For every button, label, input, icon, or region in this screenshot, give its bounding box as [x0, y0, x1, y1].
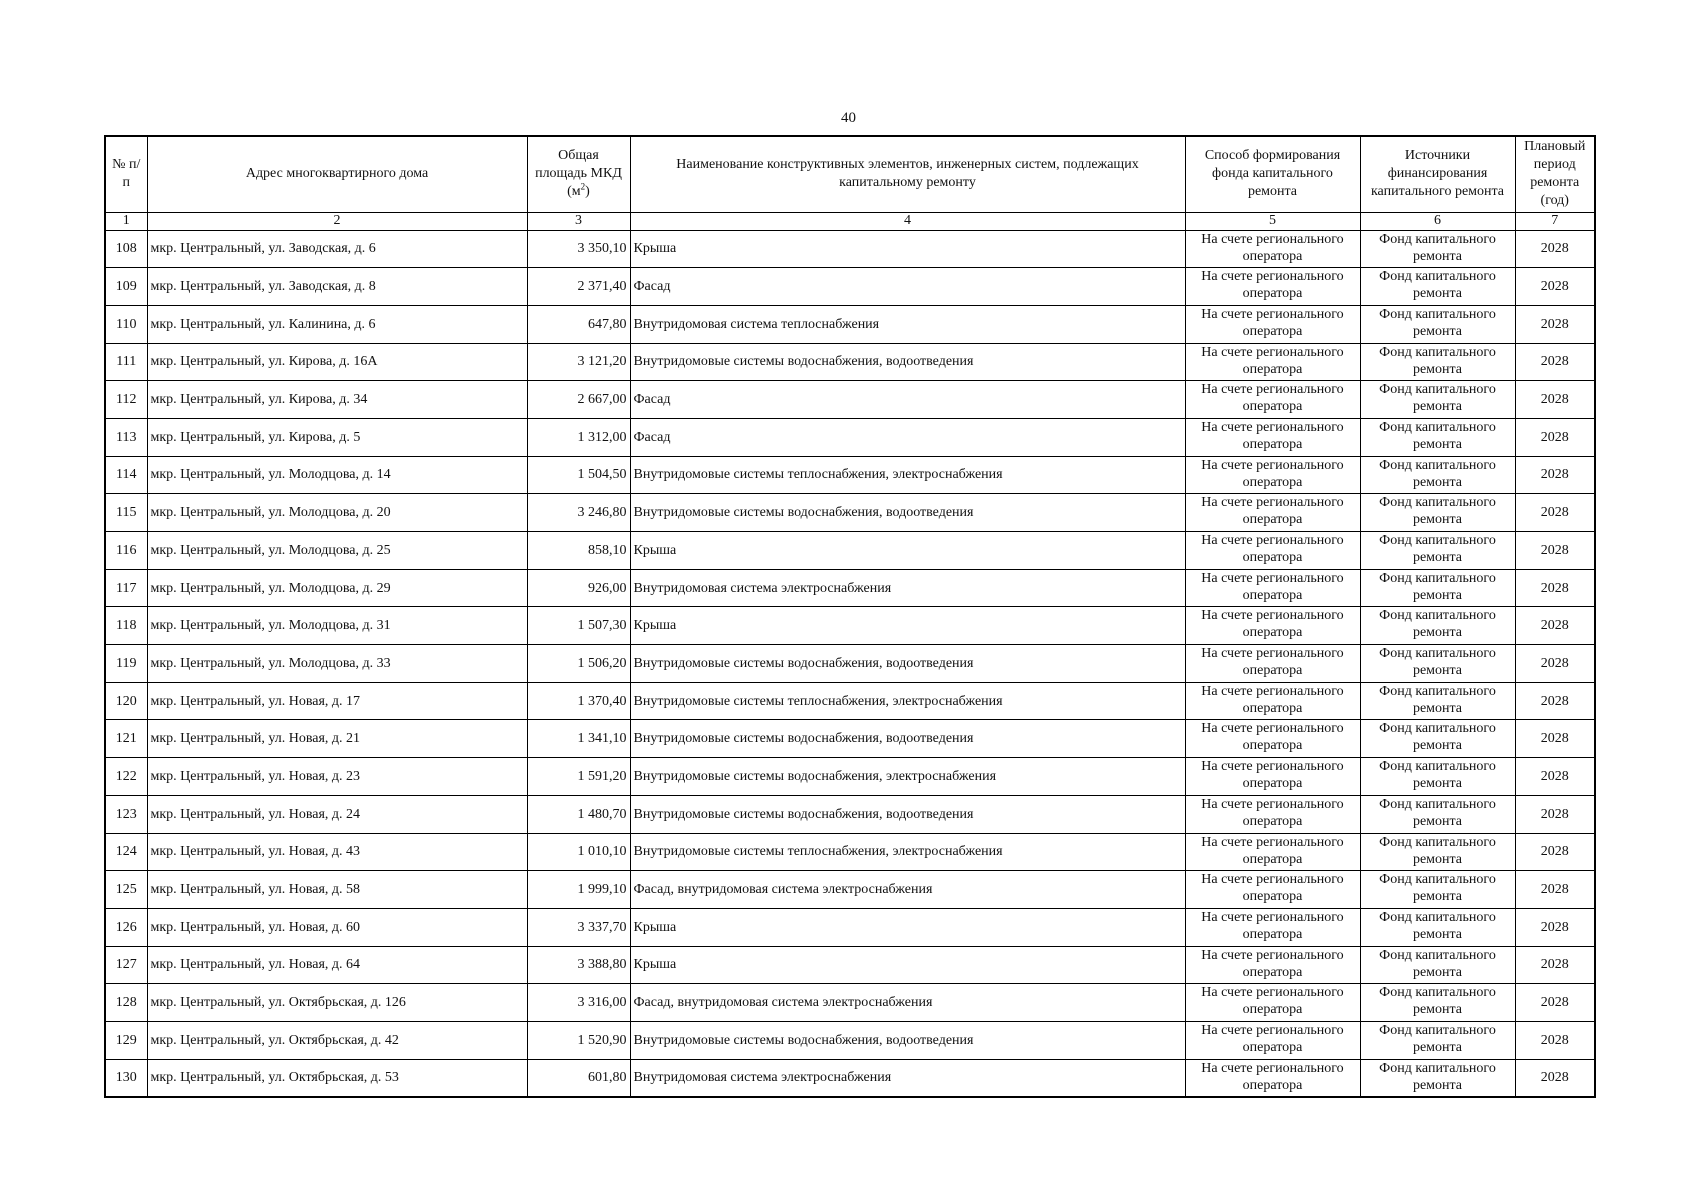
method-cell: На счете регионального оператора: [1185, 230, 1360, 268]
method-cell: На счете регионального оператора: [1185, 720, 1360, 758]
elements-cell: Крыша: [630, 532, 1185, 570]
table-row: [105, 946, 1595, 984]
row-number: 126: [105, 908, 147, 946]
header-method: Способ формирования фонда капитального ремонта: [1185, 136, 1360, 212]
row-number: 119: [105, 645, 147, 683]
method-cell: На счете регионального оператора: [1185, 268, 1360, 306]
source-cell: Фонд капитального ремонта: [1360, 871, 1515, 909]
table-row: [105, 230, 1595, 268]
address-cell: мкр. Центральный, ул. Новая, д. 60: [147, 908, 527, 946]
header-area: [527, 136, 630, 212]
address-cell: мкр. Центральный, ул. Заводская, д. 6: [147, 230, 527, 268]
address-cell: мкр. Центральный, ул. Молодцова, д. 25: [147, 532, 527, 570]
method-cell: На счете регионального оператора: [1185, 532, 1360, 570]
column-number: 4: [630, 212, 1185, 230]
source-cell: Фонд капитального ремонта: [1360, 607, 1515, 645]
year-cell: 2028: [1515, 833, 1595, 871]
row-number: 120: [105, 682, 147, 720]
header-area-label: Общая площадь МКД (м: [535, 148, 622, 200]
elements-cell: Внутридомовые системы теплоснабжения, электроснабжения: [630, 833, 1185, 871]
row-number: 125: [105, 871, 147, 909]
table-row: [105, 381, 1595, 419]
year-cell: 2028: [1515, 230, 1595, 268]
address-cell: мкр. Центральный, ул. Новая, д. 64: [147, 946, 527, 984]
header-elements: Наименование конструктивных элементов, инженерных систем, подлежащих капитальному ремонту: [630, 136, 1185, 212]
page-number: 40: [841, 110, 856, 126]
address-cell: мкр. Центральный, ул. Новая, д. 43: [147, 833, 527, 871]
address-cell: мкр. Центральный, ул. Молодцова, д. 20: [147, 494, 527, 532]
table-row: [105, 720, 1595, 758]
row-number: 116: [105, 532, 147, 570]
year-cell: 2028: [1515, 418, 1595, 456]
area-cell: 858,10: [527, 532, 630, 570]
row-number: 130: [105, 1059, 147, 1097]
source-cell: Фонд капитального ремонта: [1360, 946, 1515, 984]
method-cell: На счете регионального оператора: [1185, 833, 1360, 871]
source-cell: Фонд капитального ремонта: [1360, 720, 1515, 758]
method-cell: На счете регионального оператора: [1185, 795, 1360, 833]
table-row: [105, 984, 1595, 1022]
source-cell: Фонд капитального ремонта: [1360, 833, 1515, 871]
method-cell: На счете регионального оператора: [1185, 381, 1360, 419]
area-cell: 1 370,40: [527, 682, 630, 720]
table-row: [105, 268, 1595, 306]
column-number: 2: [147, 212, 527, 230]
table-row: [105, 343, 1595, 381]
year-cell: 2028: [1515, 381, 1595, 419]
method-cell: На счете регионального оператора: [1185, 871, 1360, 909]
area-cell: 1 341,10: [527, 720, 630, 758]
address-cell: мкр. Центральный, ул. Молодцова, д. 33: [147, 645, 527, 683]
header-area-power: 2: [580, 181, 586, 192]
row-number: 118: [105, 607, 147, 645]
area-cell: 1 312,00: [527, 418, 630, 456]
table-row: [105, 532, 1595, 570]
source-cell: Фонд капитального ремонта: [1360, 305, 1515, 343]
column-number: 1: [105, 212, 147, 230]
table-row: [105, 1059, 1595, 1097]
row-number: 121: [105, 720, 147, 758]
row-number: 110: [105, 305, 147, 343]
address-cell: мкр. Центральный, ул. Октябрьская, д. 126: [147, 984, 527, 1022]
source-cell: Фонд капитального ремонта: [1360, 230, 1515, 268]
header-address: Адрес многоквартирного дома: [147, 136, 527, 212]
year-cell: 2028: [1515, 758, 1595, 796]
year-cell: 2028: [1515, 268, 1595, 306]
row-number: 108: [105, 230, 147, 268]
elements-cell: Внутридомовые системы водоснабжения, водоотведения: [630, 645, 1185, 683]
year-cell: 2028: [1515, 494, 1595, 532]
table-row: [105, 607, 1595, 645]
year-cell: 2028: [1515, 607, 1595, 645]
table-row: [105, 795, 1595, 833]
method-cell: На счете регионального оператора: [1185, 908, 1360, 946]
header-area-suffix: ): [585, 184, 590, 200]
area-cell: 1 507,30: [527, 607, 630, 645]
area-cell: 1 506,20: [527, 645, 630, 683]
method-cell: На счете регионального оператора: [1185, 456, 1360, 494]
year-cell: 2028: [1515, 569, 1595, 607]
elements-cell: Фасад: [630, 418, 1185, 456]
row-number: 113: [105, 418, 147, 456]
row-number: 109: [105, 268, 147, 306]
table-row: [105, 1021, 1595, 1059]
elements-cell: Внутридомовые системы водоснабжения, водоотведения: [630, 343, 1185, 381]
source-cell: Фонд капитального ремонта: [1360, 908, 1515, 946]
area-cell: 2 371,40: [527, 268, 630, 306]
column-number: 3: [527, 212, 630, 230]
year-cell: 2028: [1515, 305, 1595, 343]
elements-cell: Крыша: [630, 908, 1185, 946]
elements-cell: Фасад: [630, 268, 1185, 306]
column-number: 6: [1360, 212, 1515, 230]
table-body: [105, 230, 1595, 1097]
year-cell: 2028: [1515, 1021, 1595, 1059]
elements-cell: Внутридомовые системы водоснабжения, водоотведения: [630, 494, 1185, 532]
row-number: 123: [105, 795, 147, 833]
year-cell: 2028: [1515, 343, 1595, 381]
address-cell: мкр. Центральный, ул. Новая, д. 24: [147, 795, 527, 833]
row-number: 128: [105, 984, 147, 1022]
area-cell: 647,80: [527, 305, 630, 343]
column-number: 7: [1515, 212, 1595, 230]
area-cell: 1 591,20: [527, 758, 630, 796]
source-cell: Фонд капитального ремонта: [1360, 343, 1515, 381]
year-cell: 2028: [1515, 795, 1595, 833]
row-number: 124: [105, 833, 147, 871]
source-cell: Фонд капитального ремонта: [1360, 682, 1515, 720]
header-year: Плановый период ремонта (год): [1515, 136, 1595, 212]
address-cell: мкр. Центральный, ул. Новая, д. 58: [147, 871, 527, 909]
year-cell: 2028: [1515, 645, 1595, 683]
table-row: [105, 418, 1595, 456]
source-cell: Фонд капитального ремонта: [1360, 418, 1515, 456]
area-cell: 926,00: [527, 569, 630, 607]
table-row: [105, 569, 1595, 607]
source-cell: Фонд капитального ремонта: [1360, 494, 1515, 532]
address-cell: мкр. Центральный, ул. Кирова, д. 5: [147, 418, 527, 456]
elements-cell: Крыша: [630, 607, 1185, 645]
source-cell: Фонд капитального ремонта: [1360, 758, 1515, 796]
year-cell: 2028: [1515, 456, 1595, 494]
source-cell: Фонд капитального ремонта: [1360, 569, 1515, 607]
area-cell: 3 388,80: [527, 946, 630, 984]
source-cell: Фонд капитального ремонта: [1360, 268, 1515, 306]
area-cell: 1 999,10: [527, 871, 630, 909]
address-cell: мкр. Центральный, ул. Новая, д. 21: [147, 720, 527, 758]
row-number: 115: [105, 494, 147, 532]
method-cell: На счете регионального оператора: [1185, 607, 1360, 645]
area-cell: 3 121,20: [527, 343, 630, 381]
table-row: [105, 908, 1595, 946]
elements-cell: Фасад, внутридомовая система электроснабжения: [630, 871, 1185, 909]
source-cell: Фонд капитального ремонта: [1360, 984, 1515, 1022]
area-cell: 1 480,70: [527, 795, 630, 833]
table-row: [105, 758, 1595, 796]
row-number: 117: [105, 569, 147, 607]
address-cell: мкр. Центральный, ул. Молодцова, д. 29: [147, 569, 527, 607]
row-number: 111: [105, 343, 147, 381]
row-number: 112: [105, 381, 147, 419]
column-number-row: [105, 212, 1595, 230]
row-number: 122: [105, 758, 147, 796]
year-cell: 2028: [1515, 908, 1595, 946]
source-cell: Фонд капитального ремонта: [1360, 1021, 1515, 1059]
header-num: № п/п: [105, 136, 147, 212]
header-source: Источники финансирования капитального ремонта: [1360, 136, 1515, 212]
address-cell: мкр. Центральный, ул. Заводская, д. 8: [147, 268, 527, 306]
elements-cell: Крыша: [630, 946, 1185, 984]
year-cell: 2028: [1515, 1059, 1595, 1097]
method-cell: На счете регионального оператора: [1185, 946, 1360, 984]
area-cell: 2 667,00: [527, 381, 630, 419]
source-cell: Фонд капитального ремонта: [1360, 795, 1515, 833]
source-cell: Фонд капитального ремонта: [1360, 645, 1515, 683]
elements-cell: Внутридомовые системы теплоснабжения, электроснабжения: [630, 456, 1185, 494]
year-cell: 2028: [1515, 682, 1595, 720]
area-cell: 3 316,00: [527, 984, 630, 1022]
year-cell: 2028: [1515, 532, 1595, 570]
address-cell: мкр. Центральный, ул. Калинина, д. 6: [147, 305, 527, 343]
elements-cell: Внутридомовые системы водоснабжения, водоотведения: [630, 1021, 1185, 1059]
column-number: 5: [1185, 212, 1360, 230]
elements-cell: Внутридомовая система электроснабжения: [630, 1059, 1185, 1097]
method-cell: На счете регионального оператора: [1185, 569, 1360, 607]
area-cell: 601,80: [527, 1059, 630, 1097]
address-cell: мкр. Центральный, ул. Молодцова, д. 31: [147, 607, 527, 645]
source-cell: Фонд капитального ремонта: [1360, 1059, 1515, 1097]
method-cell: На счете регионального оператора: [1185, 984, 1360, 1022]
elements-cell: Внутридомовые системы водоснабжения, водоотведения: [630, 795, 1185, 833]
address-cell: мкр. Центральный, ул. Молодцова, д. 14: [147, 456, 527, 494]
row-number: 129: [105, 1021, 147, 1059]
address-cell: мкр. Центральный, ул. Новая, д. 23: [147, 758, 527, 796]
year-cell: 2028: [1515, 871, 1595, 909]
address-cell: мкр. Центральный, ул. Кирова, д. 16А: [147, 343, 527, 381]
address-cell: мкр. Центральный, ул. Октябрьская, д. 53: [147, 1059, 527, 1097]
table-row: [105, 494, 1595, 532]
method-cell: На счете регионального оператора: [1185, 645, 1360, 683]
table-row: [105, 645, 1595, 683]
address-cell: мкр. Центральный, ул. Новая, д. 17: [147, 682, 527, 720]
elements-cell: Внутридомовые системы теплоснабжения, электроснабжения: [630, 682, 1185, 720]
year-cell: 2028: [1515, 720, 1595, 758]
table-row: [105, 682, 1595, 720]
elements-cell: Крыша: [630, 230, 1185, 268]
source-cell: Фонд капитального ремонта: [1360, 532, 1515, 570]
area-cell: 1 504,50: [527, 456, 630, 494]
row-number: 127: [105, 946, 147, 984]
elements-cell: Внутридомовые системы водоснабжения, водоотведения: [630, 720, 1185, 758]
year-cell: 2028: [1515, 984, 1595, 1022]
table-row: [105, 305, 1595, 343]
table-row: [105, 833, 1595, 871]
area-cell: 1 520,90: [527, 1021, 630, 1059]
method-cell: На счете регионального оператора: [1185, 682, 1360, 720]
area-cell: 1 010,10: [527, 833, 630, 871]
row-number: 114: [105, 456, 147, 494]
method-cell: На счете регионального оператора: [1185, 418, 1360, 456]
method-cell: На счете регионального оператора: [1185, 494, 1360, 532]
method-cell: На счете регионального оператора: [1185, 1059, 1360, 1097]
method-cell: На счете регионального оператора: [1185, 1021, 1360, 1059]
elements-cell: Фасад: [630, 381, 1185, 419]
method-cell: На счете регионального оператора: [1185, 305, 1360, 343]
source-cell: Фонд капитального ремонта: [1360, 456, 1515, 494]
address-cell: мкр. Центральный, ул. Кирова, д. 34: [147, 381, 527, 419]
elements-cell: Внутридомовая система теплоснабжения: [630, 305, 1185, 343]
elements-cell: Фасад, внутридомовая система электроснабжения: [630, 984, 1185, 1022]
table-row: [105, 456, 1595, 494]
address-cell: мкр. Центральный, ул. Октябрьская, д. 42: [147, 1021, 527, 1059]
header-row: [105, 136, 1595, 212]
elements-cell: Внутридомовые системы водоснабжения, электроснабжения: [630, 758, 1185, 796]
method-cell: На счете регионального оператора: [1185, 758, 1360, 796]
method-cell: На счете регионального оператора: [1185, 343, 1360, 381]
source-cell: Фонд капитального ремонта: [1360, 381, 1515, 419]
year-cell: 2028: [1515, 946, 1595, 984]
area-cell: 3 350,10: [527, 230, 630, 268]
area-cell: 3 246,80: [527, 494, 630, 532]
capital-repair-table: [104, 135, 1596, 1098]
area-cell: 3 337,70: [527, 908, 630, 946]
table-row: [105, 871, 1595, 909]
elements-cell: Внутридомовая система электроснабжения: [630, 569, 1185, 607]
